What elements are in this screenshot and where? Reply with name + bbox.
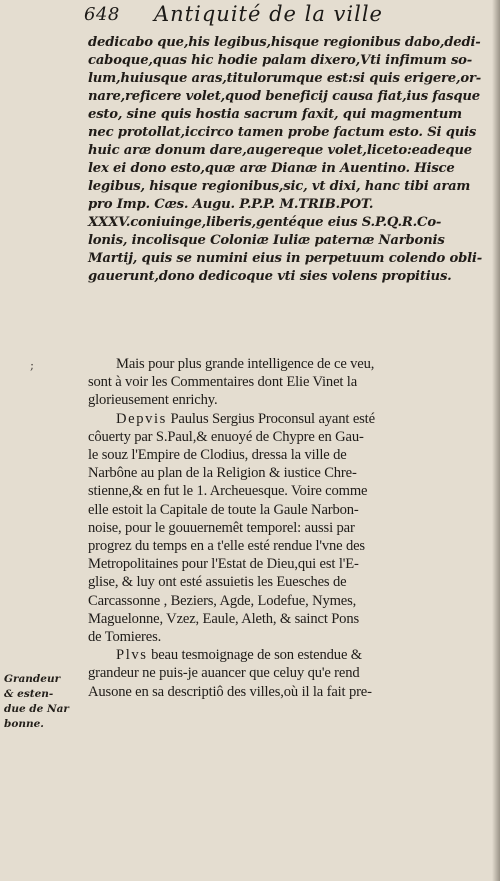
french-line-text: Narbône au plan de la Religion & iustice Chre- <box>88 465 357 482</box>
french-line <box>88 355 492 373</box>
french-line <box>88 592 492 610</box>
latin-line: pro Imp. Cæs. Augu. P.P.P. M.TRIB.POT. <box>88 197 374 212</box>
french-line <box>88 573 492 591</box>
margin-mark: ; <box>30 358 35 372</box>
french-line-text: grandeur ne puis-je auancer que celuy qu'e rend <box>88 665 360 682</box>
french-line <box>88 391 492 409</box>
french-line-text: Mais pour plus grande intelligence de ce veu, <box>116 356 375 372</box>
latin-inscription <box>88 34 488 286</box>
latin-line: gauerunt,dono dedicoque vti sies volens propitius. <box>88 269 452 284</box>
french-line-text: progrez du temps en a t'elle esté rendue l'vne des <box>88 538 365 555</box>
french-line <box>88 683 492 701</box>
latin-line: Martij, quis se numini eius in perpetuum colendo obli- <box>88 251 483 266</box>
latin-line: caboque,quas hic hodie palam dixero,Vti infimum so- <box>88 53 473 68</box>
french-line <box>88 646 492 664</box>
latin-line: lonis, incolisque Coloniæ Iuliæ paternæ Narbonis <box>88 233 445 248</box>
french-text <box>88 355 492 701</box>
page-edge-shadow <box>492 0 500 881</box>
french-line-text: Paulus Sergius Proconsul ayant esté <box>170 410 375 427</box>
latin-line: esto, sine quis hostia sacrum faxit, qui magmentum <box>88 107 462 122</box>
paragraph-lead-word: Plvs <box>116 647 148 664</box>
french-line <box>88 410 492 428</box>
french-line <box>88 537 492 555</box>
french-line-text: glise, & luy ont esté assuietis les Euesches de <box>88 574 347 591</box>
french-line-text: de Tomieres. <box>88 629 162 646</box>
french-line-text: Maguelonne, Vzez, Eaule, Aleth, & sainct Pons <box>88 610 360 627</box>
french-line <box>88 555 492 573</box>
margin-note-line: Grandeur <box>4 673 61 685</box>
french-line-text: elle estoit la Capitale de toute la Gaule Narbon- <box>88 501 359 518</box>
french-line <box>88 628 492 646</box>
running-title: Antiquité de la ville <box>154 2 383 26</box>
french-line-text: Metropolitaines pour l'Estat de Dieu,qui est l'E- <box>88 556 359 573</box>
paragraph-lead-word: Depvis <box>116 410 167 427</box>
french-line-text: glorieusement enrichy. <box>88 392 218 409</box>
latin-line: nare,reficere volet,quod beneficij causa fiat,ius fasque <box>88 89 480 104</box>
latin-line: XXXV.coniuinge,liberis,gentéque eius S.P.Q.R.Co- <box>88 215 442 230</box>
french-line <box>88 428 492 446</box>
french-line-text: Carcassonne , Beziers, Agde, Lodefue, Nymes, <box>88 592 357 609</box>
latin-line: dedicabo que,his legibus,hisque regionibus dabo,dedi- <box>88 35 481 50</box>
french-line-text: côuerty par S.Paul,& enuoyé de Chypre en Gau- <box>88 428 364 445</box>
margin-note-line: & esten- <box>4 688 54 700</box>
margin-note-line: due de Nar <box>4 703 69 715</box>
french-line-text: stienne,& en fut le 1. Archeuesque. Voire comme <box>88 483 368 500</box>
margin-note-line: bonne. <box>4 718 44 730</box>
french-line <box>88 446 492 464</box>
french-line-text: noise, pour le gouuernemêt temporel: aussi par <box>88 519 355 536</box>
french-line-text: beau tesmoignage de son estendue & <box>151 647 362 664</box>
french-line <box>88 482 492 500</box>
french-line <box>88 464 492 482</box>
french-line <box>88 610 492 628</box>
latin-line: lex ei dono esto,quæ aræ Dianæ in Auentino. Hisce <box>88 161 455 176</box>
french-line <box>88 664 492 682</box>
latin-line: legibus, hisque regionibus,sic, vt dixi, hanc tibi aram <box>88 179 471 194</box>
latin-line: nec protollat,iccirco tamen probe factum esto. Si quis <box>88 125 477 140</box>
margin-note <box>4 672 78 732</box>
page-header <box>84 0 484 34</box>
french-line <box>88 501 492 519</box>
french-line-text: sont à voir les Commentaires dont Elie Vinet la <box>88 374 358 391</box>
latin-line: lum,huiusque aras,titulorumque est:si quis erigere,or- <box>88 71 481 86</box>
french-line-text: Ausone en sa descriptiô des villes,où il la fait pre- <box>88 683 372 700</box>
french-line <box>88 519 492 537</box>
french-line-text: le souz l'Empire de Clodius, dressa la ville de <box>88 447 347 464</box>
latin-line: huic aræ donum dare,augereque volet,liceto:eadeque <box>88 143 472 158</box>
french-line <box>88 373 492 391</box>
page-number: 648 <box>84 4 120 25</box>
